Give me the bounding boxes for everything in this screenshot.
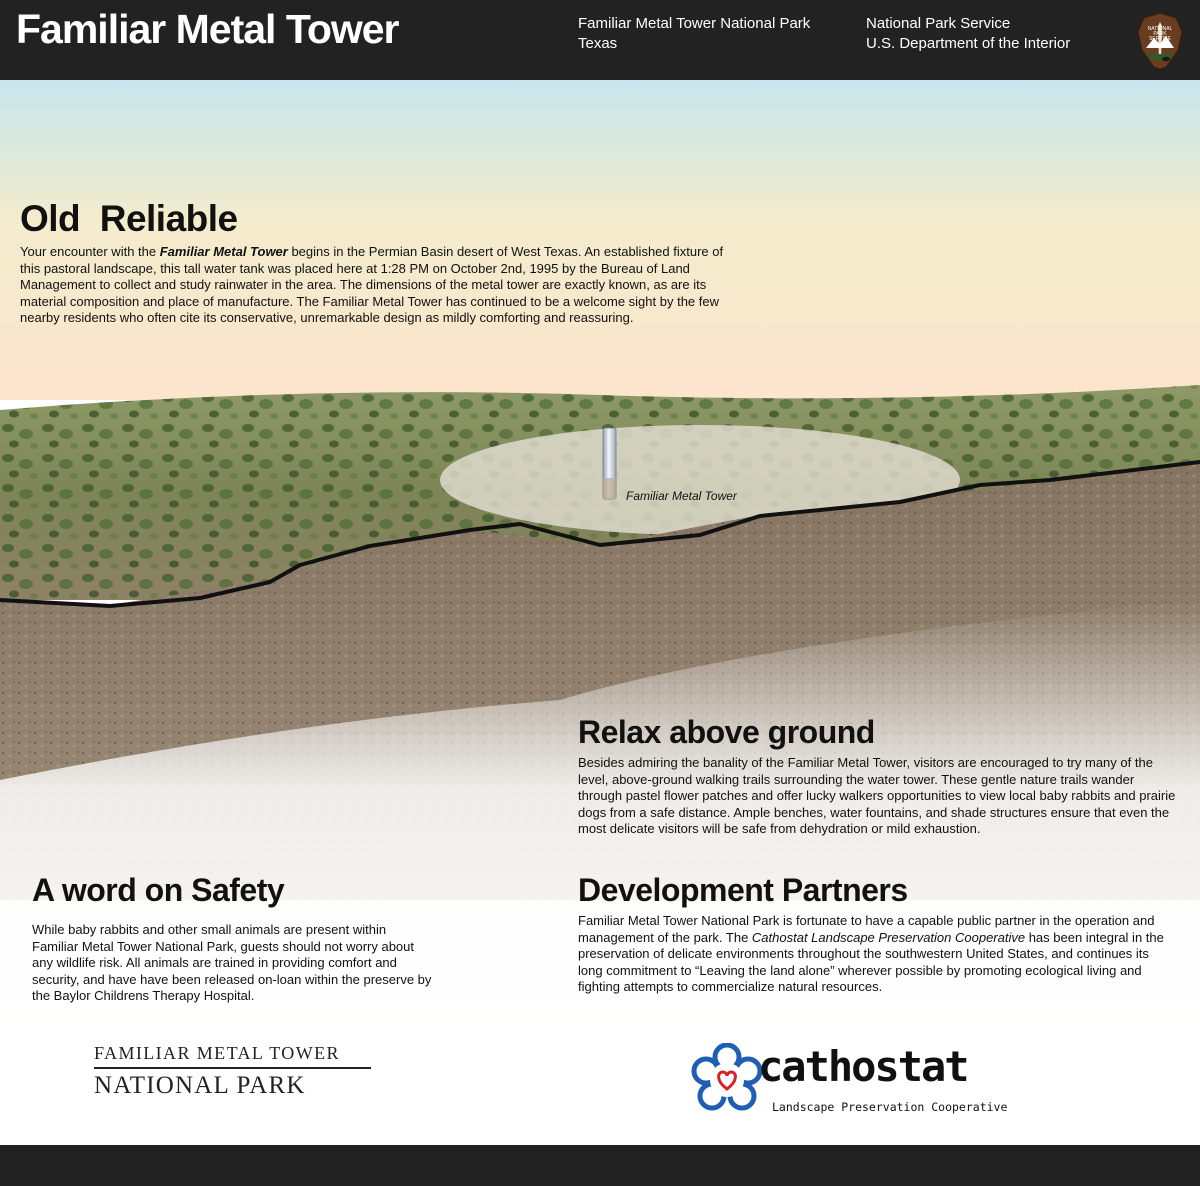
park-wordmark-rule (94, 1067, 371, 1069)
park-state: Texas (578, 35, 618, 52)
section-heading-relax: Relax above ground (578, 714, 875, 750)
agency-name: National Park Service (866, 15, 1011, 32)
section-heading-safety: A word on Safety (32, 872, 285, 908)
cathostat-subtitle: Landscape Preservation Cooperative (772, 1100, 1008, 1114)
agency-info (866, 14, 1070, 54)
park-name: Familiar Metal Tower National Park (578, 15, 811, 32)
section-heading-old-reliable: Old Reliable (20, 198, 238, 239)
park-wordmark-line1: FAMILIAR METAL TOWER (94, 1043, 340, 1063)
partners-text-emphasis: Cathostat Landscape Preservation Cooperative (751, 929, 1026, 945)
page-title: Familiar Metal Tower (16, 6, 399, 52)
cathostat-logo (690, 1042, 1020, 1122)
section-text-partners (578, 913, 1168, 996)
water-tower (603, 428, 616, 499)
partners-text-pre: Familiar Metal Tower National Park is fortunate to have a capable public partner in the operation and management of the park. The (578, 913, 1155, 945)
cathostat-wordmark: cathostat (758, 1042, 968, 1091)
park-location (578, 14, 810, 54)
badge-text-line1: NATIONAL (1147, 26, 1173, 32)
section-text-safety: While baby rabbits and other small animals are present within Familiar Metal Tower National Park, guests should not worry about any wildlife risk. All animals are trained in providing comfort and security, and have have been released on-loan within the preserve by the Baylor Childrens Therapy Hospital. (32, 922, 432, 1004)
cathostat-flower-icon (690, 1043, 764, 1117)
footer-bar (0, 1145, 1200, 1186)
partners-text-post: has been integral in the preservation of delicate environments throughout the southwestern United States, and continues its long commitment to “Leaving the land alone” wherever possible by promoting ecological living and fighting attempts to commercialize natural resources. (578, 929, 1164, 995)
old-reliable-text-pre: Your encounter with the (20, 244, 160, 259)
section-text-relax: Besides admiring the banality of the Familiar Metal Tower, visitors are encouraged to try many of the level, above-ground walking trails surrounding the water tower. These gentle nature trails wander through pastel flower patches and offer lucky walkers opportunities to view local baby rabbits and prairie dogs from a safe distance. Ample benches, water fountains, and shade structures ensure that even the most delicate visitors will be safe from dehydration or mild exhaustion. (578, 755, 1176, 837)
park-wordmark-logo (94, 1042, 374, 1099)
section-heading-partners: Development Partners (578, 872, 908, 908)
old-reliable-text-post: begins in the Permian Basin desert of West Texas. An established fixture of this pastoral landscape, this tall water tank was placed here at 1:28 PM on October 2nd, 1995 by the Bureau of Land Management to collect and study rainwater in the area. The dimensions of the metal tower are exactly known, as are its material composition and place of manufacture. The Familiar Metal Tower has continued to be a welcome sight by the few nearby residents who often cite its conservative, unremarkable design as mildly comforting and reassuring. (20, 244, 724, 326)
park-wordmark-line2: NATIONAL PARK (94, 1072, 306, 1099)
nps-arrowhead-icon (1136, 12, 1184, 70)
old-reliable-text-emphasis: Familiar Metal Tower (159, 244, 288, 259)
badge-text-line3: SERVICE (1149, 36, 1171, 42)
header-bar (0, 0, 1200, 80)
tower-label: Familiar Metal Tower (626, 489, 737, 503)
badge-text-line2: PARK (1153, 31, 1167, 37)
department-name: U.S. Department of the Interior (866, 35, 1071, 52)
section-text-old-reliable (20, 244, 740, 327)
